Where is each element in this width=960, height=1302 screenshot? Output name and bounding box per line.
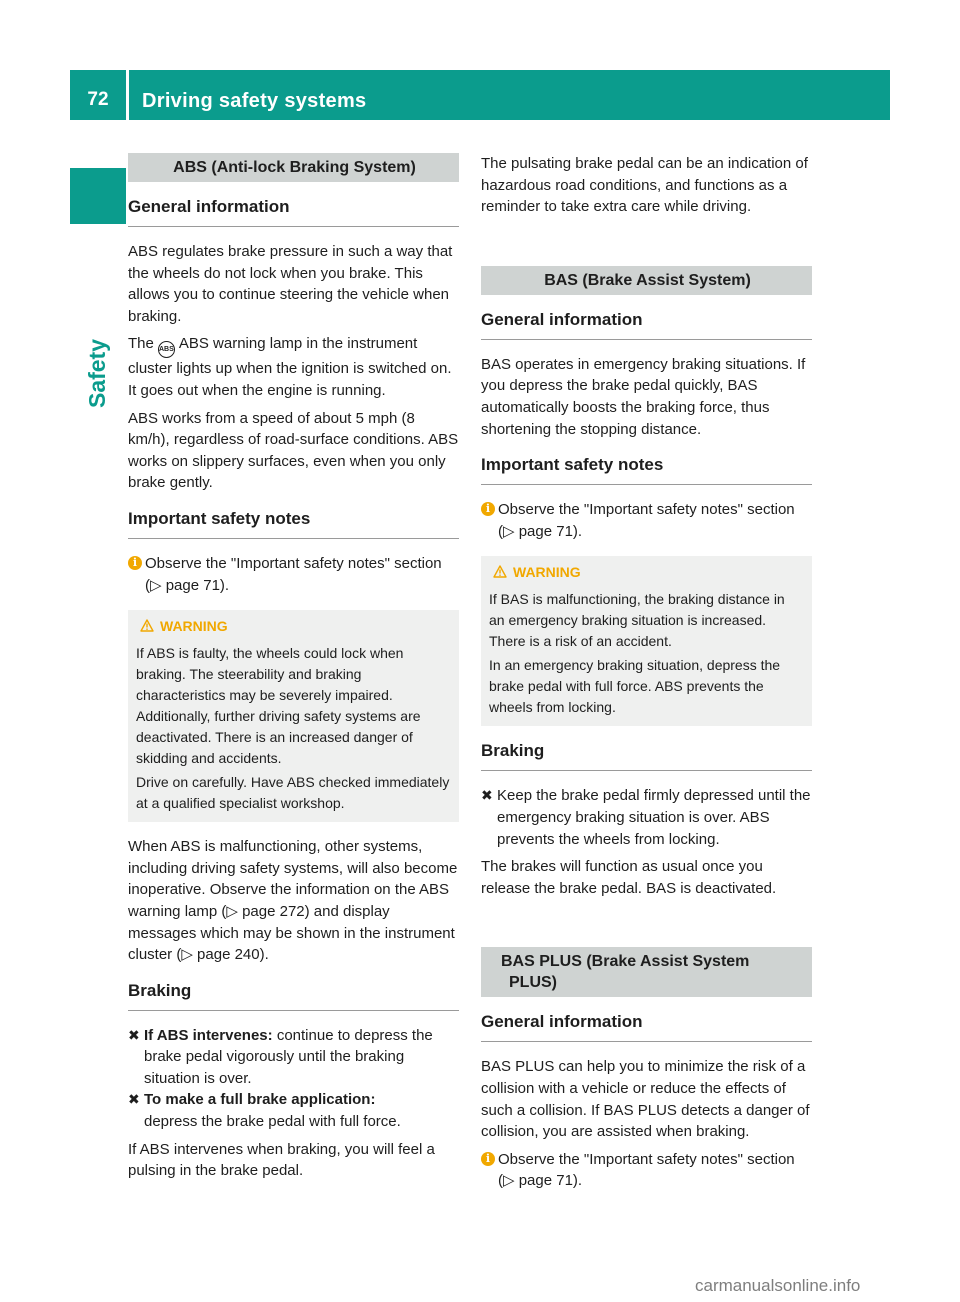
abs-warning-label: WARNING — [160, 618, 228, 635]
bas-plus-general-heading: General information — [481, 1011, 812, 1042]
section-tab — [84, 326, 112, 420]
abs-general-paragraph-1: ABS regulates brake pressure in such a way that the wheels do not lock when you brake. This allows you to continue steering the vehicle when braking. — [128, 243, 453, 325]
abs-p2-after: ABS warning lamp in the instrument cluster lights up when the ignition is switched on. It goes out when the engine is running. — [128, 335, 452, 399]
abs-safety-note — [128, 553, 459, 596]
abs-warning-paragraph-1: If ABS is faulty, the wheels could lock when braking. The steerability and braking characteristics may be severely impaired. Additionally, further driving safety systems are deactivated. There is an increased danger of skidding and accidents. — [136, 645, 421, 767]
bas-section-heading: BAS (Brake Assist System) — [481, 266, 812, 295]
abs-step-1-text: continue to depress the brake pedal vigorously until the braking situation is over. — [144, 1026, 433, 1087]
abs-braking-paragraph: If ABS intervenes when braking, you will feel a pulsing in the brake pedal. — [128, 1140, 435, 1180]
bas-safety-note-text: Observe the "Important safety notes" section (▷ page 71). — [498, 501, 795, 540]
bas-safety-note — [481, 499, 812, 542]
bas-warning-head — [489, 562, 804, 583]
abs-warning-head — [136, 616, 451, 637]
bas-general-paragraph: BAS operates in emergency braking situations. If you depress the brake pedal quickly, BAS automatically boosts the braking force, thus shortening the stopping distance. — [481, 355, 806, 438]
abs-step-1-bold: If ABS intervenes: — [144, 1026, 273, 1044]
step-arrow-icon: ✖ — [128, 1026, 140, 1043]
bas-braking-heading: Braking — [481, 740, 812, 771]
bas-braking-paragraph: The brakes will function as usual once you release the brake pedal. BAS is deactivated. — [481, 858, 777, 897]
info-icon: i — [481, 502, 495, 516]
abs-general-paragraph-2 — [128, 333, 459, 401]
bas-plus-heading-line-1: BAS PLUS (Brake Assist System — [501, 953, 750, 971]
warning-triangle-icon — [493, 565, 507, 578]
section-tab-label: Safety — [84, 338, 111, 408]
bas-step-text: Keep the brake pedal firmly depressed until the emergency braking situation is over. ABS prevents the wheels from locking. — [497, 787, 811, 848]
abs-general-heading: General information — [128, 196, 459, 227]
abs-section-heading: ABS (Anti-lock Braking System) — [128, 153, 459, 182]
abs-braking-step-1 — [128, 1025, 459, 1090]
right-column — [481, 153, 812, 1192]
step-arrow-icon: ✖ — [128, 1091, 140, 1108]
bas-warning-paragraph-1: If BAS is malfunctioning, the braking distance in an emergency braking situation is increased. There is a risk of an accident. — [489, 591, 785, 650]
bas-warning-paragraph-2: In an emergency braking situation, depress the brake pedal with full force. ABS prevents the wheels from locking. — [489, 657, 781, 716]
bas-plus-general-paragraph: BAS PLUS can help you to minimize the risk of a collision with a vehicle or reduce the effects of such a collision. If BAS PLUS detects a danger of collision, you are assisted when braking. — [481, 1058, 810, 1141]
abs-step-2-text: depress the brake pedal with full force. — [144, 1113, 401, 1131]
page-title: Driving safety systems — [142, 90, 367, 112]
info-icon: i — [128, 556, 142, 570]
bas-braking-step — [481, 785, 812, 850]
abs-warning-lamp-icon: ABS — [158, 341, 175, 358]
abs-general-paragraph-3: ABS works from a speed of about 5 mph (8 km/h), regardless of road-surface conditions. ABS works on slippery surfaces, even when you only brake gently. — [128, 409, 459, 492]
bas-plus-note-text: Observe the "Important safety notes" section (▷ page 71). — [498, 1150, 795, 1190]
pulsing-paragraph: The pulsating brake pedal can be an indication of hazardous road conditions, and functions as a reminder to take extra care while driving. — [481, 155, 808, 216]
bas-plus-heading-line-2: PLUS) — [509, 974, 557, 992]
abs-step-2-bold: To make a full brake application: — [144, 1091, 376, 1109]
abs-warning-box — [128, 610, 459, 822]
abs-safety-heading: Important safety notes — [128, 508, 459, 539]
step-arrow-icon: ✖ — [481, 787, 493, 804]
bas-warning-label: WARNING — [513, 564, 581, 581]
info-icon: i — [481, 1152, 495, 1166]
left-column — [128, 153, 459, 1182]
bas-plus-section-heading — [481, 947, 812, 997]
abs-safety-note-text: Observe the "Important safety notes" section (▷ page 71). — [145, 554, 442, 594]
bas-safety-heading: Important safety notes — [481, 454, 812, 485]
abs-p2-before: The — [128, 335, 154, 353]
abs-warning-paragraph-2: Drive on carefully. Have ABS checked immediately at a qualified specialist workshop. — [136, 774, 450, 812]
abs-malfunction-paragraph: When ABS is malfunctioning, other systems, including driving safety systems, will also become inoperative. Observe the information on the ABS warning lamp (▷ page 272) and display messages which may be shown in the instrument cluster (▷ page 240). — [128, 838, 458, 964]
bas-plus-safety-note — [481, 1149, 812, 1192]
bas-warning-box — [481, 556, 812, 726]
section-marker — [70, 168, 126, 224]
abs-braking-step-2 — [128, 1089, 459, 1132]
warning-triangle-icon — [140, 619, 154, 632]
bas-general-heading: General information — [481, 309, 812, 340]
header-divider — [126, 70, 129, 120]
page-number: 72 — [87, 89, 109, 110]
watermark: carmanualsonline.info — [695, 1276, 861, 1295]
abs-braking-heading: Braking — [128, 980, 459, 1011]
